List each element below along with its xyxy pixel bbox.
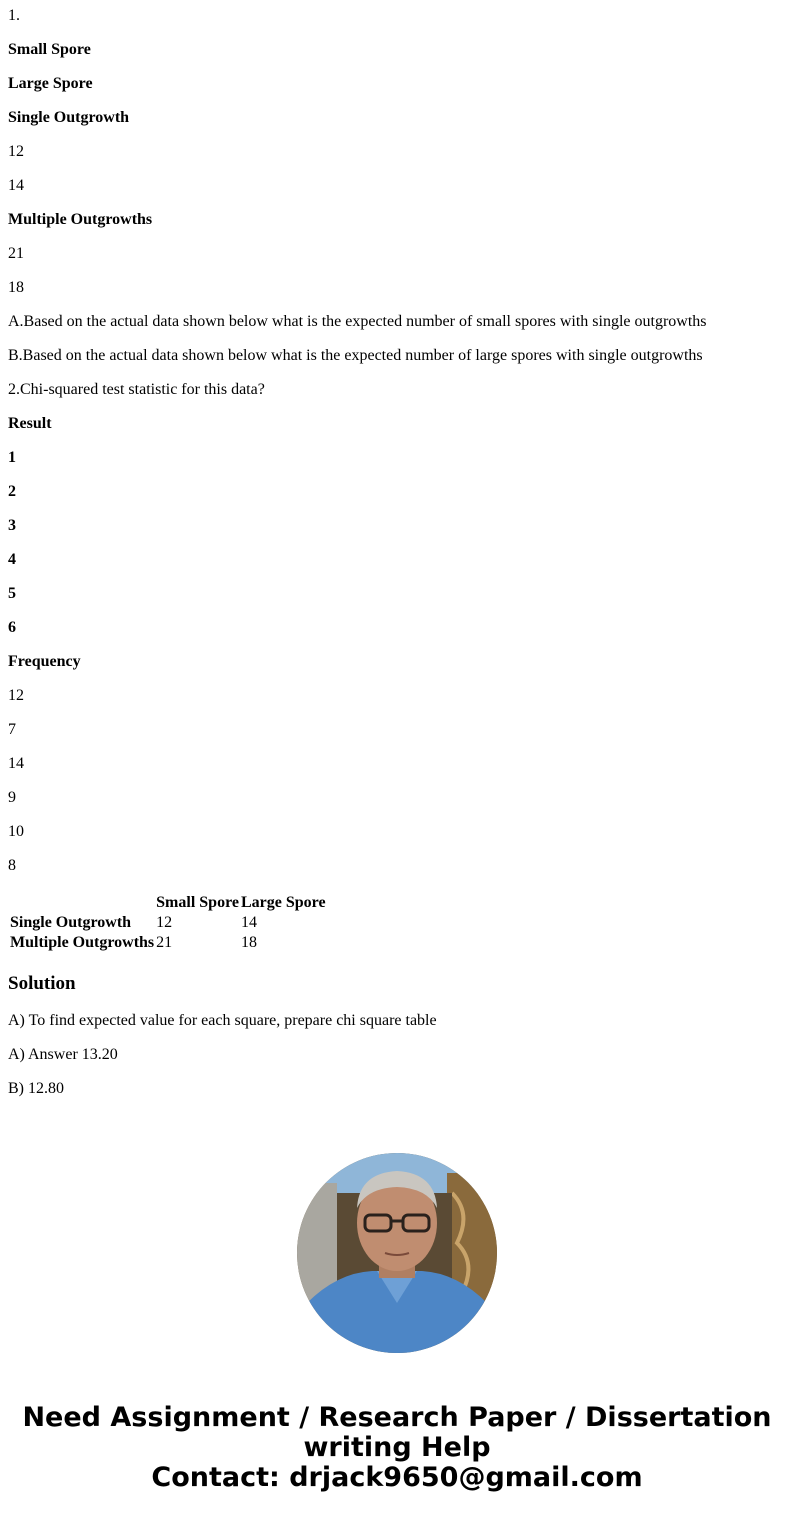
frequency-value: 8 <box>8 857 16 874</box>
table-header-row <box>10 894 326 912</box>
grid-cell: Large Spore <box>8 75 93 92</box>
table-header-cell <box>10 894 154 912</box>
grid-cell: Single Outgrowth <box>8 109 130 126</box>
grid-cell: 12 <box>8 143 24 160</box>
author-avatar <box>297 1153 497 1353</box>
grid-cell: Multiple Outgrowths <box>8 211 153 228</box>
table-cell: 21 <box>156 934 173 951</box>
table-row-label: Multiple Outgrowths <box>10 934 155 951</box>
contingency-table <box>8 892 328 954</box>
grid-cell: 21 <box>8 245 24 262</box>
solution-line: B) 12.80 <box>8 1080 64 1097</box>
solution-heading: Solution <box>8 973 76 994</box>
frequency-header: Frequency <box>8 653 81 670</box>
question-part-a: A.Based on the actual data shown below what is the expected number of small spores with single outgrowths <box>8 313 707 330</box>
frequency-value: 7 <box>8 721 16 738</box>
table-row <box>10 934 326 952</box>
table-row <box>10 914 326 932</box>
grid-cell: Small Spore <box>8 41 91 58</box>
footer-line: writing Help <box>303 1432 491 1463</box>
frequency-value: 9 <box>8 789 16 806</box>
question-number: 1. <box>8 7 20 24</box>
result-value: 5 <box>8 585 16 602</box>
footer-banner <box>0 1403 794 1493</box>
frequency-value: 14 <box>8 755 24 772</box>
result-value: 6 <box>8 619 16 636</box>
table-cell: 18 <box>240 934 257 951</box>
frequency-value: 12 <box>8 687 24 704</box>
table-cell: 14 <box>240 914 257 931</box>
result-value: 2 <box>8 483 16 500</box>
solution-line: A) Answer 13.20 <box>8 1046 118 1063</box>
result-value: 1 <box>8 449 16 466</box>
question-part-2: 2.Chi-squared test statistic for this data? <box>8 381 265 398</box>
result-header: Result <box>8 415 52 432</box>
grid-cell: 18 <box>8 279 24 296</box>
footer-line: Need Assignment / Research Paper / Dissertation <box>22 1402 772 1433</box>
table-cell: 12 <box>156 914 173 931</box>
footer-contact: Contact: drjack9650@gmail.com <box>151 1462 643 1493</box>
table-header-cell: Small Spore <box>156 894 239 911</box>
solution-line: A) To find expected value for each square, prepare chi square table <box>8 1012 437 1029</box>
question-part-b: B.Based on the actual data shown below what is the expected number of large spores with single outgrowths <box>8 347 703 364</box>
frequency-value: 10 <box>8 823 24 840</box>
avatar-image <box>297 1153 497 1353</box>
result-value: 4 <box>8 551 16 568</box>
grid-cell: 14 <box>8 177 24 194</box>
table-header-cell: Large Spore <box>240 894 326 911</box>
result-value: 3 <box>8 517 16 534</box>
table-row-label: Single Outgrowth <box>10 914 132 931</box>
